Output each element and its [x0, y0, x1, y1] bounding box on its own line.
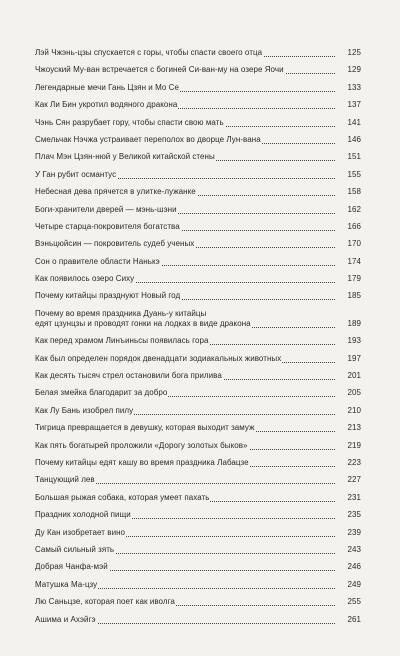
toc-entry-title: [35, 222, 335, 232]
toc-entry-title: [35, 510, 335, 520]
toc-entry-title-text: Чэнь Сян разрубает гору, чтобы спасти свою мать: [35, 117, 224, 127]
toc-entry-title-line: [35, 580, 335, 590]
toc-entry-title: [35, 274, 335, 284]
toc-entry: [35, 222, 361, 232]
toc-entry-title-line: [35, 222, 335, 232]
toc-entry-title-line: [35, 257, 335, 267]
toc-entry: [35, 48, 361, 58]
toc-entry: [35, 239, 361, 249]
toc-entry: [35, 274, 361, 284]
toc-entry-title-text: Смельчак Нэчжа устраивает переполох во дворце Лун-вана: [35, 134, 261, 144]
toc-entry-title-line: [35, 65, 335, 75]
toc-entry-title-text: Как появилось озеро Сиху: [35, 274, 135, 284]
toc-entry-page-number: 246: [347, 562, 361, 572]
toc-entry-title-text: Ашима и Ахэйгэ: [35, 614, 96, 624]
toc-entry-page-number: 197: [347, 353, 361, 363]
toc-entry: [35, 354, 361, 364]
toc-entry-page-number: 255: [347, 597, 361, 607]
toc-entry-title: [35, 83, 335, 93]
toc-entry-page-number: 231: [347, 492, 361, 502]
toc-entry-title-line: [35, 100, 335, 110]
toc-entry-title: [35, 354, 335, 364]
toc-entry: [35, 187, 361, 197]
toc-entry-page-number: 166: [347, 221, 361, 231]
toc-entry-title-text: Как был определен порядок двенадцати зодиакальных животных: [35, 353, 282, 363]
toc-entry-title-text: Почему во время праздника Дуань-у китайцы: [35, 308, 207, 318]
toc-entry-title-line: [35, 562, 335, 572]
toc-entry-title-text: Почему китайцы едят кашу во время праздника Лабацзе: [35, 457, 249, 467]
toc-entry-page-number: 170: [347, 239, 361, 249]
toc-entry: [35, 152, 361, 162]
toc-entry: [35, 528, 361, 538]
toc-entry-page-number: 174: [347, 256, 361, 266]
toc-entry-title-text: Ду Кан изобретает вино: [35, 527, 126, 537]
toc-entry-page-number: 129: [347, 65, 361, 75]
toc-entry-page-number: 189: [347, 318, 361, 328]
toc-entry-title-line: [35, 510, 335, 520]
toc-entry-page-number: 155: [347, 169, 361, 179]
toc-entry-page-number: 243: [347, 544, 361, 554]
toc-entry-title-text: Как Ли Бин укротил водяного дракона: [35, 100, 178, 110]
toc-entry-title-text: Небесная дева прячется в улитке-лужанке: [35, 187, 196, 197]
toc-entry-page-number: 219: [347, 440, 361, 450]
toc-entry-title: [35, 187, 335, 197]
toc-entry-title-text: Как перед храмом Линъиньсы появилась гора: [35, 336, 209, 346]
toc-entry: [35, 562, 361, 572]
toc-entry-title-line: [35, 170, 335, 180]
toc-entry-title-line: [35, 406, 335, 416]
toc-entry-title-line: [35, 371, 335, 381]
toc-entry-title: [35, 118, 335, 128]
toc-entry-title: [35, 615, 335, 625]
toc-entry-title: [35, 388, 335, 398]
toc-entry-title: [35, 493, 335, 503]
toc-entry-title: [35, 475, 335, 485]
toc-entry-title-text: Сон о правителе области Нанькэ: [35, 256, 160, 266]
toc-entry-title: [35, 528, 335, 538]
toc-entry-title: [35, 458, 335, 468]
toc-entry-title-text: Лю Саньцзе, которая поет как иволга: [35, 597, 175, 607]
toc-entry-title-line: [35, 441, 335, 451]
toc-entry-page-number: 141: [347, 117, 361, 127]
toc-entry: [35, 135, 361, 145]
toc-entry-title-text: Легендарные мечи Гань Цзян и Мо Се: [35, 82, 180, 92]
toc-entry-page-number: 213: [347, 423, 361, 433]
toc-entry-title: [35, 441, 335, 451]
toc-entry-page-number: 125: [347, 48, 361, 57]
toc-entry: [35, 336, 361, 346]
toc-entry: [35, 510, 361, 520]
toc-entry: [35, 475, 361, 485]
toc-entry-title: [35, 205, 335, 215]
toc-entry-page-number: 179: [347, 274, 361, 284]
toc-entry-title-text: Белая змейка благодарит за добро: [35, 388, 168, 398]
toc-entry-title: [35, 423, 335, 433]
toc-entry: [35, 65, 361, 75]
toc-entry: [35, 118, 361, 128]
toc-entry-title: [35, 597, 335, 607]
toc-entry-page-number: 193: [347, 336, 361, 346]
toc-entry-title-line: [35, 48, 335, 58]
toc-entry-title-line: [35, 187, 335, 197]
toc-entry: [35, 423, 361, 433]
toc-entry-title-text: Как Лу Бань изобрел пилу: [35, 405, 134, 415]
toc-entry: [35, 406, 361, 416]
toc-entry-title: [35, 152, 335, 162]
toc-entry-title-line: [35, 458, 335, 468]
toc-entry-title: [35, 336, 335, 346]
toc-entry-title: [35, 562, 335, 572]
toc-entry-page-number: 133: [347, 82, 361, 92]
toc-entry-title: [35, 309, 335, 329]
toc-entry-title-text: Танцующий лев: [35, 475, 95, 485]
toc-entry-title-text: Как десять тысяч стрел остановили бога прилива: [35, 371, 222, 381]
toc-entry-page-number: 205: [347, 388, 361, 398]
toc-entry-title-text: Лэй Чжэнь-цзы спускается с горы, чтобы спасти своего отца: [35, 48, 263, 57]
toc-entry-page-number: 137: [347, 100, 361, 110]
toc-entry-title-line: [35, 423, 335, 433]
toc-entry-title-text: едят цзунцзы и проводят гонки на лодках в виде дракона: [35, 318, 251, 328]
toc-entry: [35, 493, 361, 503]
toc-entry-title-text: Плач Мэн Цзян-нюй у Великой китайской стены: [35, 152, 215, 162]
toc-entry-title-text: Большая рыжая собака, которая умеет пахать: [35, 492, 210, 502]
toc-entry-title-line: [35, 83, 335, 93]
toc-entry-title-text: У Ган рубит османтус: [35, 169, 117, 179]
toc-entry-page-number: 261: [347, 614, 361, 624]
toc-entry-title-line: [35, 291, 335, 301]
toc-entry-title-text: Четыре старца-покровителя богатства: [35, 221, 180, 231]
toc-entry-title: [35, 406, 335, 416]
toc-entry: [35, 291, 361, 301]
table-of-contents: [35, 48, 361, 632]
toc-entry-page-number: 239: [347, 527, 361, 537]
toc-entry-title-text: Вэньцюйсин — покровитель судеб ученых: [35, 239, 195, 249]
toc-entry-title-text: Боги-хранители дверей — мэнь-шэни: [35, 204, 177, 214]
toc-entry: [35, 100, 361, 110]
toc-entry-title: [35, 65, 335, 75]
toc-entry-page-number: 158: [347, 187, 361, 197]
toc-entry-title-text: Почему китайцы празднуют Новый год: [35, 291, 181, 301]
toc-entry-title-line: [35, 493, 335, 503]
toc-entry: [35, 545, 361, 555]
toc-entry-title-text: Самый сильный зять: [35, 544, 115, 554]
toc-entry-title-line: [35, 388, 335, 398]
toc-entry-title: [35, 291, 335, 301]
toc-entry-title-line: [35, 118, 335, 128]
toc-entry-title-line: [35, 615, 335, 625]
toc-entry-title-line: [35, 135, 335, 145]
toc-entry-page-number: 223: [347, 457, 361, 467]
toc-entry-title-line: [35, 475, 335, 485]
toc-entry-title-line: [35, 336, 335, 346]
toc-entry: [35, 580, 361, 590]
toc-entry-title: [35, 239, 335, 249]
toc-entry-title-text: Праздник холодной пищи: [35, 510, 131, 520]
toc-entry-title-line: [35, 545, 335, 555]
toc-entry-title-line: [35, 205, 335, 215]
toc-entry-title-line: [35, 354, 335, 364]
toc-entry-title: [35, 170, 335, 180]
toc-entry-page-number: 185: [347, 291, 361, 301]
toc-entry-page-number: 146: [347, 134, 361, 144]
toc-entry-title: [35, 545, 335, 555]
toc-entry-title-line: [35, 319, 335, 329]
toc-entry: [35, 597, 361, 607]
toc-entry-title-line: [35, 597, 335, 607]
toc-entry: [35, 458, 361, 468]
toc-entry-page-number: 201: [347, 371, 361, 381]
toc-entry-title-line: [35, 528, 335, 538]
toc-entry-title: [35, 257, 335, 267]
toc-entry: [35, 170, 361, 180]
toc-entry-title-line: [35, 274, 335, 284]
toc-entry-title-line: [35, 239, 335, 249]
toc-entry-title-line: [35, 309, 335, 319]
toc-entry-title-text: Чжоуский Му-ван встречается с богиней Си-ван-му на озере Яочи: [35, 65, 284, 75]
toc-entry-page-number: 227: [347, 475, 361, 485]
toc-entry-page-number: 249: [347, 579, 361, 589]
toc-entry-page-number: 235: [347, 510, 361, 520]
toc-entry-title-text: Как пять богатырей проложили «Дорогу золотых быков»: [35, 440, 248, 450]
toc-entry-title-text: Тигрица превращается в девушку, которая выходит замуж: [35, 423, 255, 433]
toc-entry-title: [35, 48, 335, 58]
toc-entry-page-number: 151: [347, 152, 361, 162]
toc-entry-title: [35, 371, 335, 381]
toc-entry: [35, 388, 361, 398]
toc-entry-title: [35, 100, 335, 110]
toc-entry-title: [35, 580, 335, 590]
toc-entry: [35, 441, 361, 451]
toc-entry-title-text: Матушка Ма-цзу: [35, 579, 98, 589]
toc-entry: [35, 371, 361, 381]
toc-entry: [35, 257, 361, 267]
toc-entry: [35, 83, 361, 93]
toc-entry-page-number: 162: [347, 204, 361, 214]
toc-entry-title: [35, 135, 335, 145]
toc-entry-title-text: Добрая Чанфа-мэй: [35, 562, 108, 572]
toc-entry: [35, 205, 361, 215]
toc-entry-title-line: [35, 152, 335, 162]
toc-entry: [35, 309, 361, 329]
toc-entry: [35, 615, 361, 625]
toc-entry-page-number: 210: [347, 405, 361, 415]
